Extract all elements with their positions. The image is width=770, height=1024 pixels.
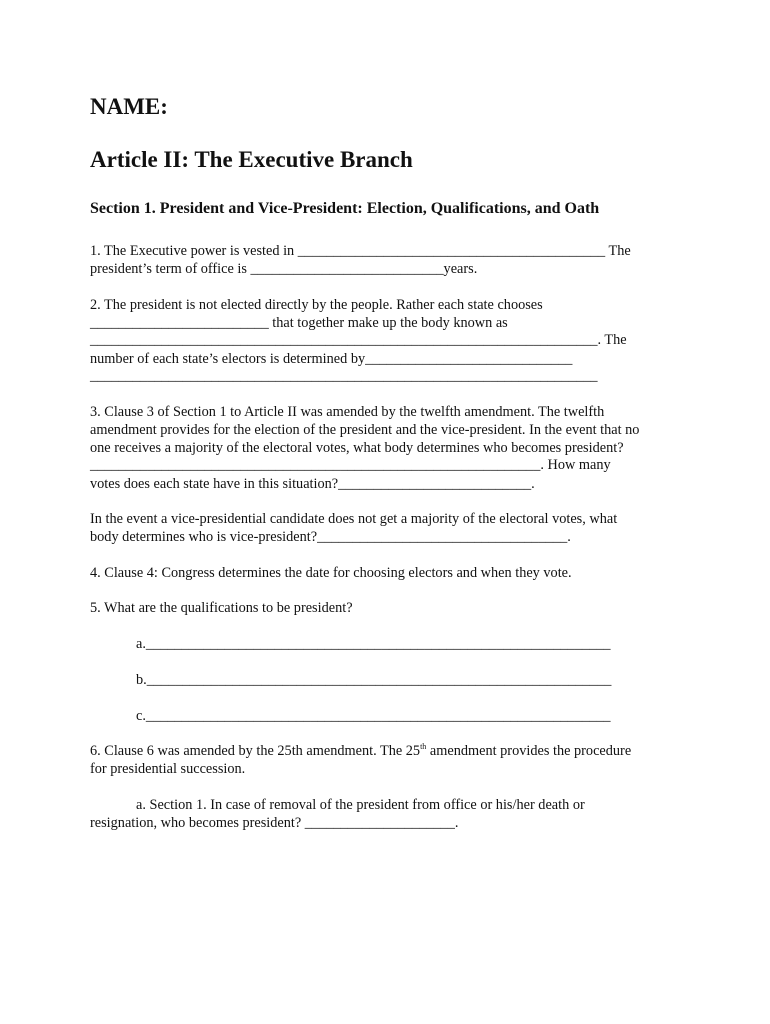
q3-line-5: votes does each state have in this situation?___________________________.: [90, 476, 535, 492]
q5-answer-b: b._________________________________________________________________: [136, 672, 612, 688]
q3-line-7: body determines who is vice-president?___________________________________.: [90, 529, 571, 545]
q5-answer-a: a._________________________________________________________________: [136, 636, 611, 652]
article-title: Article II: The Executive Branch: [90, 147, 413, 172]
q2-line-2: _________________________ that together make up the body known as: [90, 315, 508, 331]
q6-line-1-post: amendment provides the procedure: [426, 743, 632, 759]
q6-line-1-pre: 6. Clause 6 was amended by the 25th amendment. The 25: [90, 743, 421, 759]
q3-line-2: amendment provides for the election of the president and the vice-president. In the event that no: [90, 422, 640, 438]
name-label: NAME:: [90, 94, 168, 119]
q3-line-4: _______________________________________________________________. How many: [90, 457, 611, 473]
q6-line-1: [90, 742, 631, 760]
q6-subq-a-line-1: a. Section 1. In case of removal of the president from office or his/her death or: [136, 797, 585, 813]
q3-line-6: In the event a vice-presidential candidate does not get a majority of the electoral votes, what: [90, 511, 618, 527]
q2-line-3: _______________________________________________________________________. The: [90, 332, 627, 348]
q6-subq-a-line-2: resignation, who becomes president? _____________________.: [90, 815, 459, 831]
q5-answer-c: c._________________________________________________________________: [136, 708, 611, 724]
q1-line-1: 1. The Executive power is vested in ___________________________________________ The: [90, 243, 631, 259]
section-title: Section 1. President and Vice-President: Election, Qualifications, and Oath: [90, 200, 600, 217]
q2-line-4: number of each state’s electors is determined by_____________________________: [90, 351, 573, 367]
q2-line-1: 2. The president is not elected directly by the people. Rather each state chooses: [90, 297, 543, 313]
q4-line-1: 4. Clause 4: Congress determines the date for choosing electors and when they vote.: [90, 565, 572, 581]
q1-line-2: president’s term of office is ___________________________years.: [90, 261, 478, 277]
q3-line-1: 3. Clause 3 of Section 1 to Article II was amended by the twelfth amendment. The twelfth: [90, 404, 605, 420]
q5-line-1: 5. What are the qualifications to be president?: [90, 600, 353, 616]
q2-line-5: _______________________________________________________________________: [90, 368, 598, 384]
q3-line-3: one receives a majority of the electoral votes, what body determines who becomes president?: [90, 440, 624, 456]
q6-line-2: for presidential succession.: [90, 761, 246, 777]
q6-ordinal-suffix: th: [420, 742, 427, 752]
